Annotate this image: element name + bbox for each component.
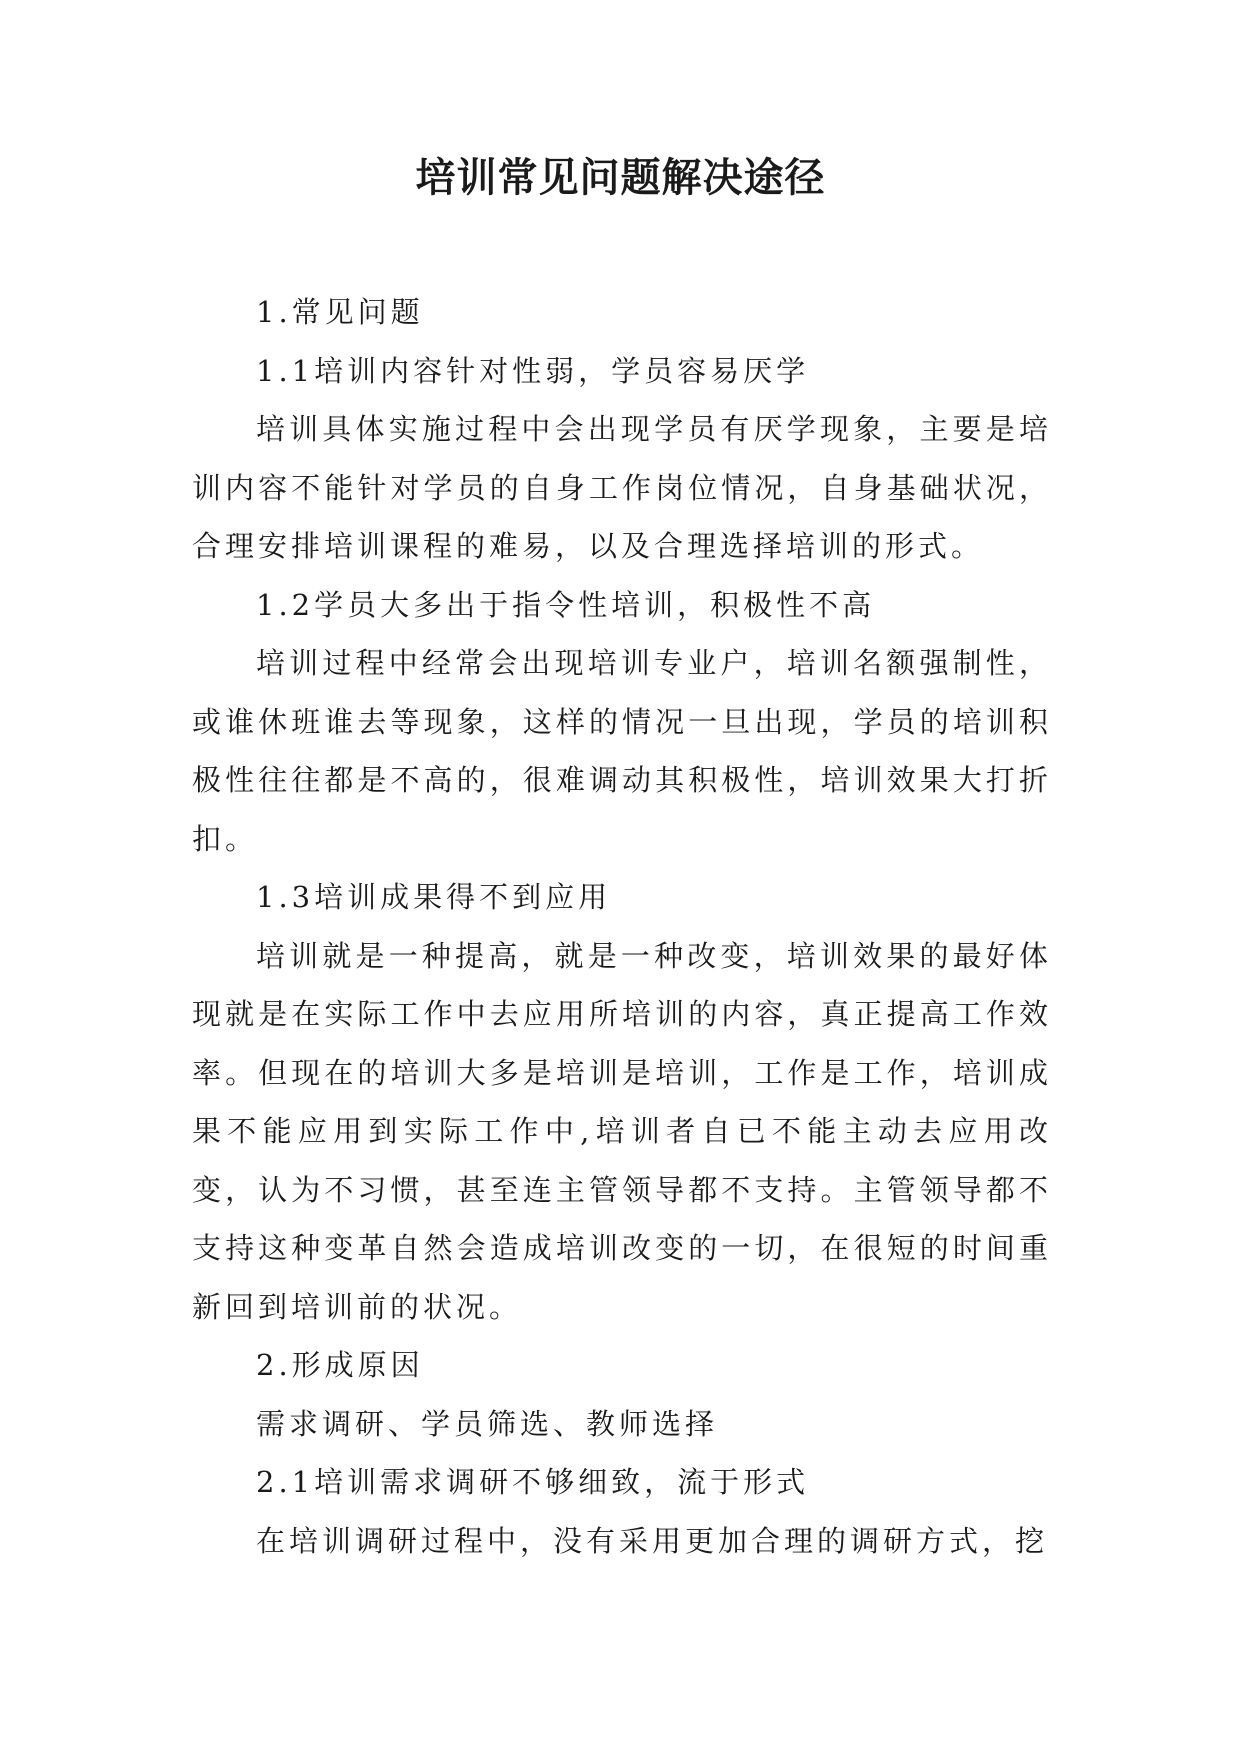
- section-heading-2: 2.形成原因: [256, 1348, 424, 1382]
- document-title: 培训常见问题解决途径: [415, 154, 826, 201]
- subsection-heading-1-3: 1.3培训成果得不到应用: [256, 880, 612, 914]
- body-paragraph: 培训具体实施过程中会出现学员有厌学现象，主要是培训内容不能针对学员的自身工作岗位情况，自身基础状况，合理安排培训课程的难易，以及合理选择培训的形式。: [192, 412, 1052, 563]
- body-paragraph: 培训过程中经常会出现培训专业户，培训名额强制性，或谁休班谁去等现象，这样的情况一旦出现，学员的培训积极性往往都是不高的，很难调动其积极性，培训效果大打折扣。: [192, 646, 1052, 856]
- document-body: [192, 283, 1052, 1570]
- subsection-heading-2-1: 2.1培训需求调研不够细致，流于形式: [256, 1465, 810, 1499]
- subsection-heading-1-2: 1.2学员大多出于指令性培训，积极性不高: [256, 587, 876, 622]
- cause-summary-line: 需求调研、学员筛选、教师选择: [256, 1406, 719, 1441]
- subsection-heading-1-1: 1.1培训内容针对性弱，学员容易厌学: [256, 353, 810, 388]
- body-paragraph: 在培训调研过程中，没有采用更加合理的调研方式，挖: [256, 1523, 1049, 1558]
- body-paragraph: 培训就是一种提高，就是一种改变，培训效果的最好体现就是在实际工作中去应用所培训的内容，真正提高工作效率。但现在的培训大多是培训是培训，工作是工作，培训成果不能应用到实际工作中,培训者自已不能主动去应用改变，认为不习惯，甚至连主管领导都不支持。主管领导都不支持这种变革自然会造成培训改变的一切，在很短的时间重新回到培训前的状况。: [192, 938, 1052, 1324]
- section-heading-1: 1.常见问题: [256, 295, 424, 329]
